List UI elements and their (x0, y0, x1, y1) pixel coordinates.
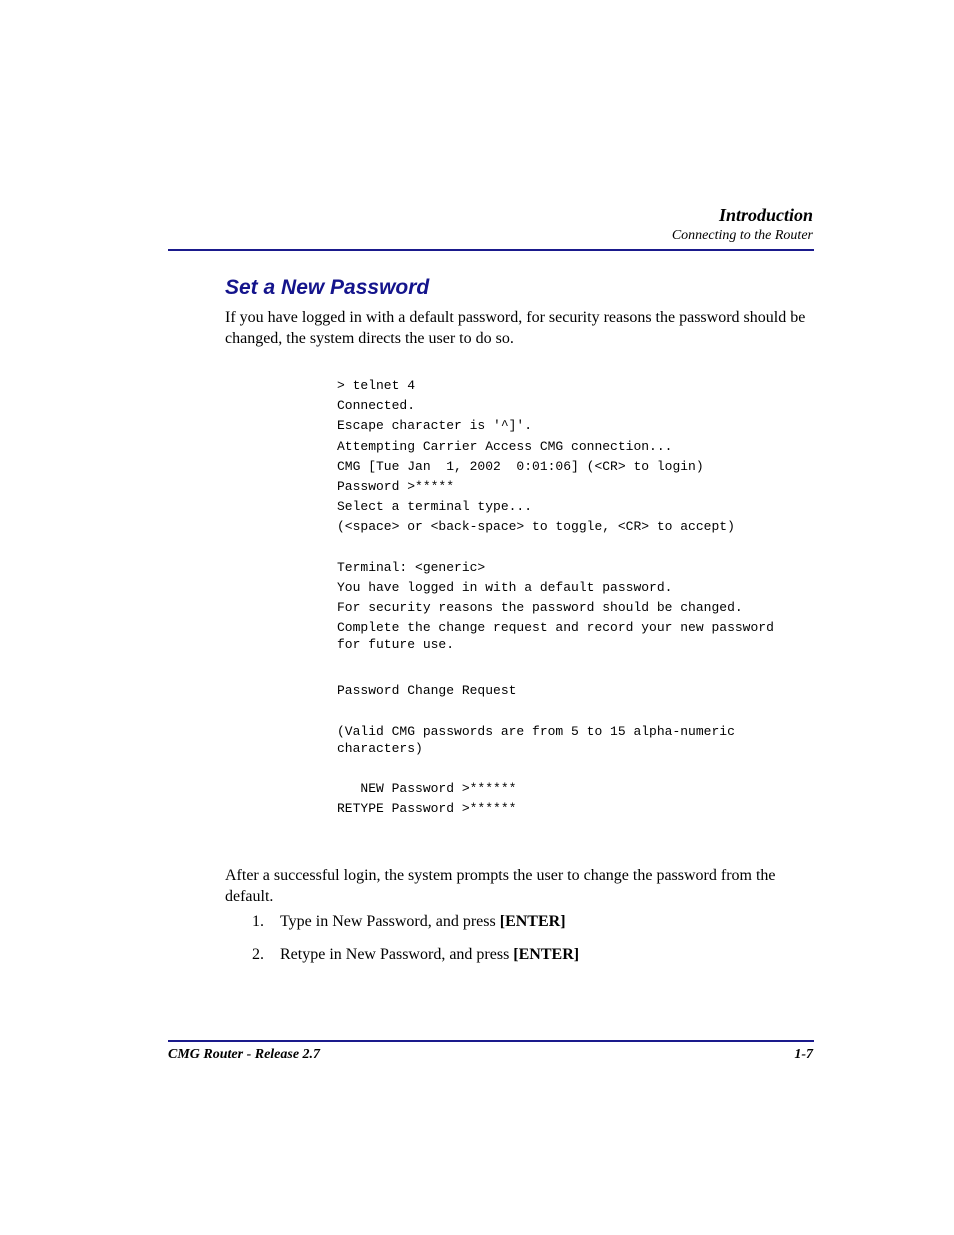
terminal-blank-line (337, 656, 817, 682)
terminal-line: CMG [Tue Jan 1, 2002 0:01:06] (<CR> to login) (337, 458, 704, 474)
step-text: Retype in New Password, and press (280, 946, 514, 963)
terminal-line: > telnet 4 (337, 378, 416, 393)
terminal-line: characters) (337, 740, 423, 756)
terminal-line: RETYPE Password >****** (337, 801, 517, 817)
terminal-line: Password >***** (337, 478, 455, 494)
terminal-line: Complete the change request and record your new password (337, 620, 774, 636)
terminal-line: Terminal: <generic> (337, 559, 486, 575)
terminal-line: Select a terminal type... (337, 499, 533, 515)
step-number: 1. (252, 913, 264, 930)
step-number: 2. (252, 946, 264, 963)
terminal-line: Attempting Carrier Access CMG connection... (337, 438, 673, 454)
list-item (252, 911, 579, 932)
terminal-line: Escape character is '^]'. (337, 418, 533, 434)
list-item (252, 944, 579, 965)
header-divider (168, 249, 814, 251)
terminal-line: (<space> or <back-space> to toggle, <CR> to accept) (337, 519, 735, 535)
footer-page-number: 1-7 (794, 1047, 813, 1062)
enter-key-label: [ENTER] (499, 913, 566, 930)
terminal-transcript (337, 377, 817, 821)
step-text: Type in New Password, and press (280, 913, 500, 930)
terminal-line: (Valid CMG passwords are from 5 to 15 alpha-numeric (337, 723, 735, 739)
intro-paragraph: If you have logged in with a default password, for security reasons the password should be changed, the system directs the user to do so. (225, 309, 806, 347)
terminal-blank-line (337, 703, 817, 723)
footer-divider (168, 1040, 814, 1042)
terminal-line: For security reasons the password should be changed. (337, 600, 743, 616)
steps-list (252, 911, 579, 977)
terminal-blank-line (337, 760, 817, 780)
after-login-paragraph: After a successful login, the system prompts the user to change the password from the default. (225, 867, 776, 905)
header-chapter-title: Introduction (718, 205, 813, 225)
footer-product-release: CMG Router - Release 2.7 (168, 1047, 321, 1062)
header-section-title: Connecting to the Router (671, 228, 813, 243)
terminal-line: NEW Password >****** (337, 781, 517, 797)
section-title: Set a New Password (225, 276, 430, 299)
terminal-blank-line (337, 539, 817, 559)
terminal-line: Connected. (337, 398, 416, 414)
enter-key-label: [ENTER] (513, 946, 580, 963)
terminal-line: You have logged in with a default password. (337, 579, 673, 595)
terminal-line: Password Change Request (337, 683, 517, 699)
terminal-line: for future use. (337, 637, 455, 653)
